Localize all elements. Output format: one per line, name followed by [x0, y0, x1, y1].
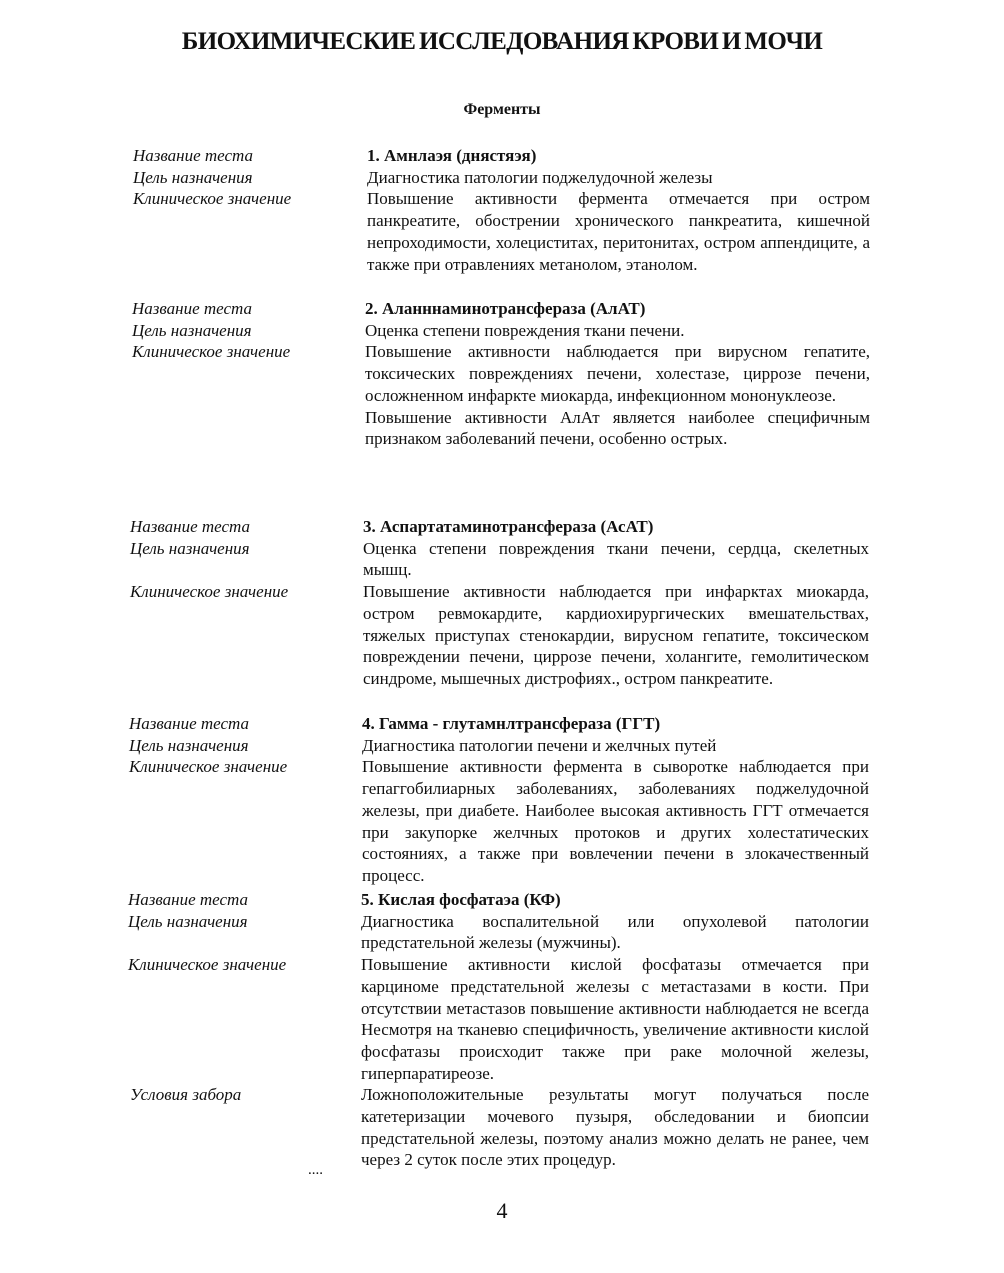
- test-5: [0, 889, 1004, 1171]
- purpose-text: Диагностика патологии печени и желчных путей: [362, 735, 717, 755]
- clinical-label: Клиническое значение: [132, 342, 291, 362]
- test-name: 4. Гамма - глутамнлтрансфераза (ГГТ): [362, 714, 661, 733]
- purpose-label: Цель назначения: [130, 538, 250, 558]
- purpose-label: Цель назначения: [133, 167, 253, 187]
- clinical-text-extra: Повышение активности АлАт является наиболее специфичным признаком заболеваний печени, особенно острых.: [365, 407, 870, 449]
- test-name-label: Название теста: [129, 714, 250, 733]
- test-name-label: Название теста: [128, 890, 249, 909]
- test-name: 1. Амнлаэя (днястяэя): [367, 146, 537, 165]
- clinical-text: Повышение активности фермента в сыворотке наблюдается при гепаггобилиарных заболеваниях, заболеваниях поджелудочной железы, при диабете. Наиболее высокая активность ГГТ отмечается при закупорке желчных протоков и других холестатических состояниях, а также при вовлечении печени в злокачественный процесс.: [362, 757, 869, 885]
- purpose-text: Диагностика воспалительной или опухолевой патологии предстательной железы (мужчины).: [361, 911, 869, 953]
- condition-text: Ложноположительные результаты могут получаться после катетеризации мочевого пузыря, обследовании и биопсии предстательной железы, поэтому анализ можно делать не ранее, чем через 2 суток после этих процедур.: [361, 1085, 869, 1170]
- test-4: [0, 713, 1004, 887]
- test-1: [0, 145, 1004, 275]
- purpose-label: Цель назначения: [128, 911, 248, 931]
- test-2: [0, 298, 1004, 450]
- clinical-text: Повышение активности наблюдается при вирусном гепатите, токсических повреждениях печени, холестазе, циррозе печени, осложненном инфаркте миокарда, инфекционном мононуклеозе.: [365, 342, 870, 405]
- clinical-label: Клиническое значение: [129, 757, 288, 777]
- test-name: 3. Аспартатаминотрансфераза (АсАТ): [363, 517, 654, 536]
- test-name-label: Название теста: [130, 517, 251, 536]
- test-name: 2. Аланннаминотрансфераза (АлАТ): [365, 299, 646, 318]
- condition-label: Условия забора: [130, 1085, 242, 1105]
- test-name-label: Название теста: [132, 299, 253, 318]
- document-title: БИОХИМИЧЕСКИЕ ИССЛЕДОВАНИЯ КРОВИ И МОЧИ: [181, 28, 823, 55]
- clinical-label: Клиническое значение: [133, 189, 292, 209]
- test-name: 5. Кислая фосфатаэа (КФ): [361, 890, 561, 909]
- purpose-label: Цель назначения: [132, 320, 252, 340]
- clinical-label: Клиническое значение: [130, 582, 289, 602]
- purpose-text: Диагностика патологии поджелудочной железы: [367, 167, 713, 187]
- clinical-text: Повышение активности кислой фосфатазы отмечается при карциноме предстательной железы с метастазами в кости. При отсутствии метастазов повышение активности наблюдается не всегда Несмотря на тканевю специфичность, увеличение активности кислой фосфатазы происходит также при раке молочной железы, гиперпаратиреозе.: [361, 955, 869, 1083]
- test-3: [0, 516, 1004, 690]
- test-name-label: Название теста: [133, 146, 254, 165]
- page-number: 4: [496, 1198, 508, 1223]
- purpose-label: Цель назначения: [129, 735, 249, 755]
- ellipsis-marker: ....: [308, 1162, 323, 1178]
- clinical-label: Клиническое значение: [128, 955, 287, 975]
- purpose-text: Оценка степени повреждения ткани печени.: [365, 320, 685, 340]
- purpose-text: Оценка степени повреждения ткани печени, сердца, скелетных мышц.: [363, 538, 869, 580]
- clinical-text: Повышение активности фермента отмечается при остром панкреатите, обострении хронического панкреатита, кишечной непроходимости, холециститах, перитонитах, остром аппендиците, а также при отравлениях метанолом, этанолом.: [367, 189, 870, 274]
- section-title: Ферменты: [463, 101, 541, 118]
- clinical-text: Повышение активности наблюдается при инфарктах миокарда, остром ревмокардите, кардиохирургических вмешательствах, тяжелых приступах стенокардии, вирусном гепатите, токсическом повреждении печени, циррозе печени, холангите, гемолитическом синдроме, мышечных дистрофиях., остром панкреатите.: [363, 582, 869, 688]
